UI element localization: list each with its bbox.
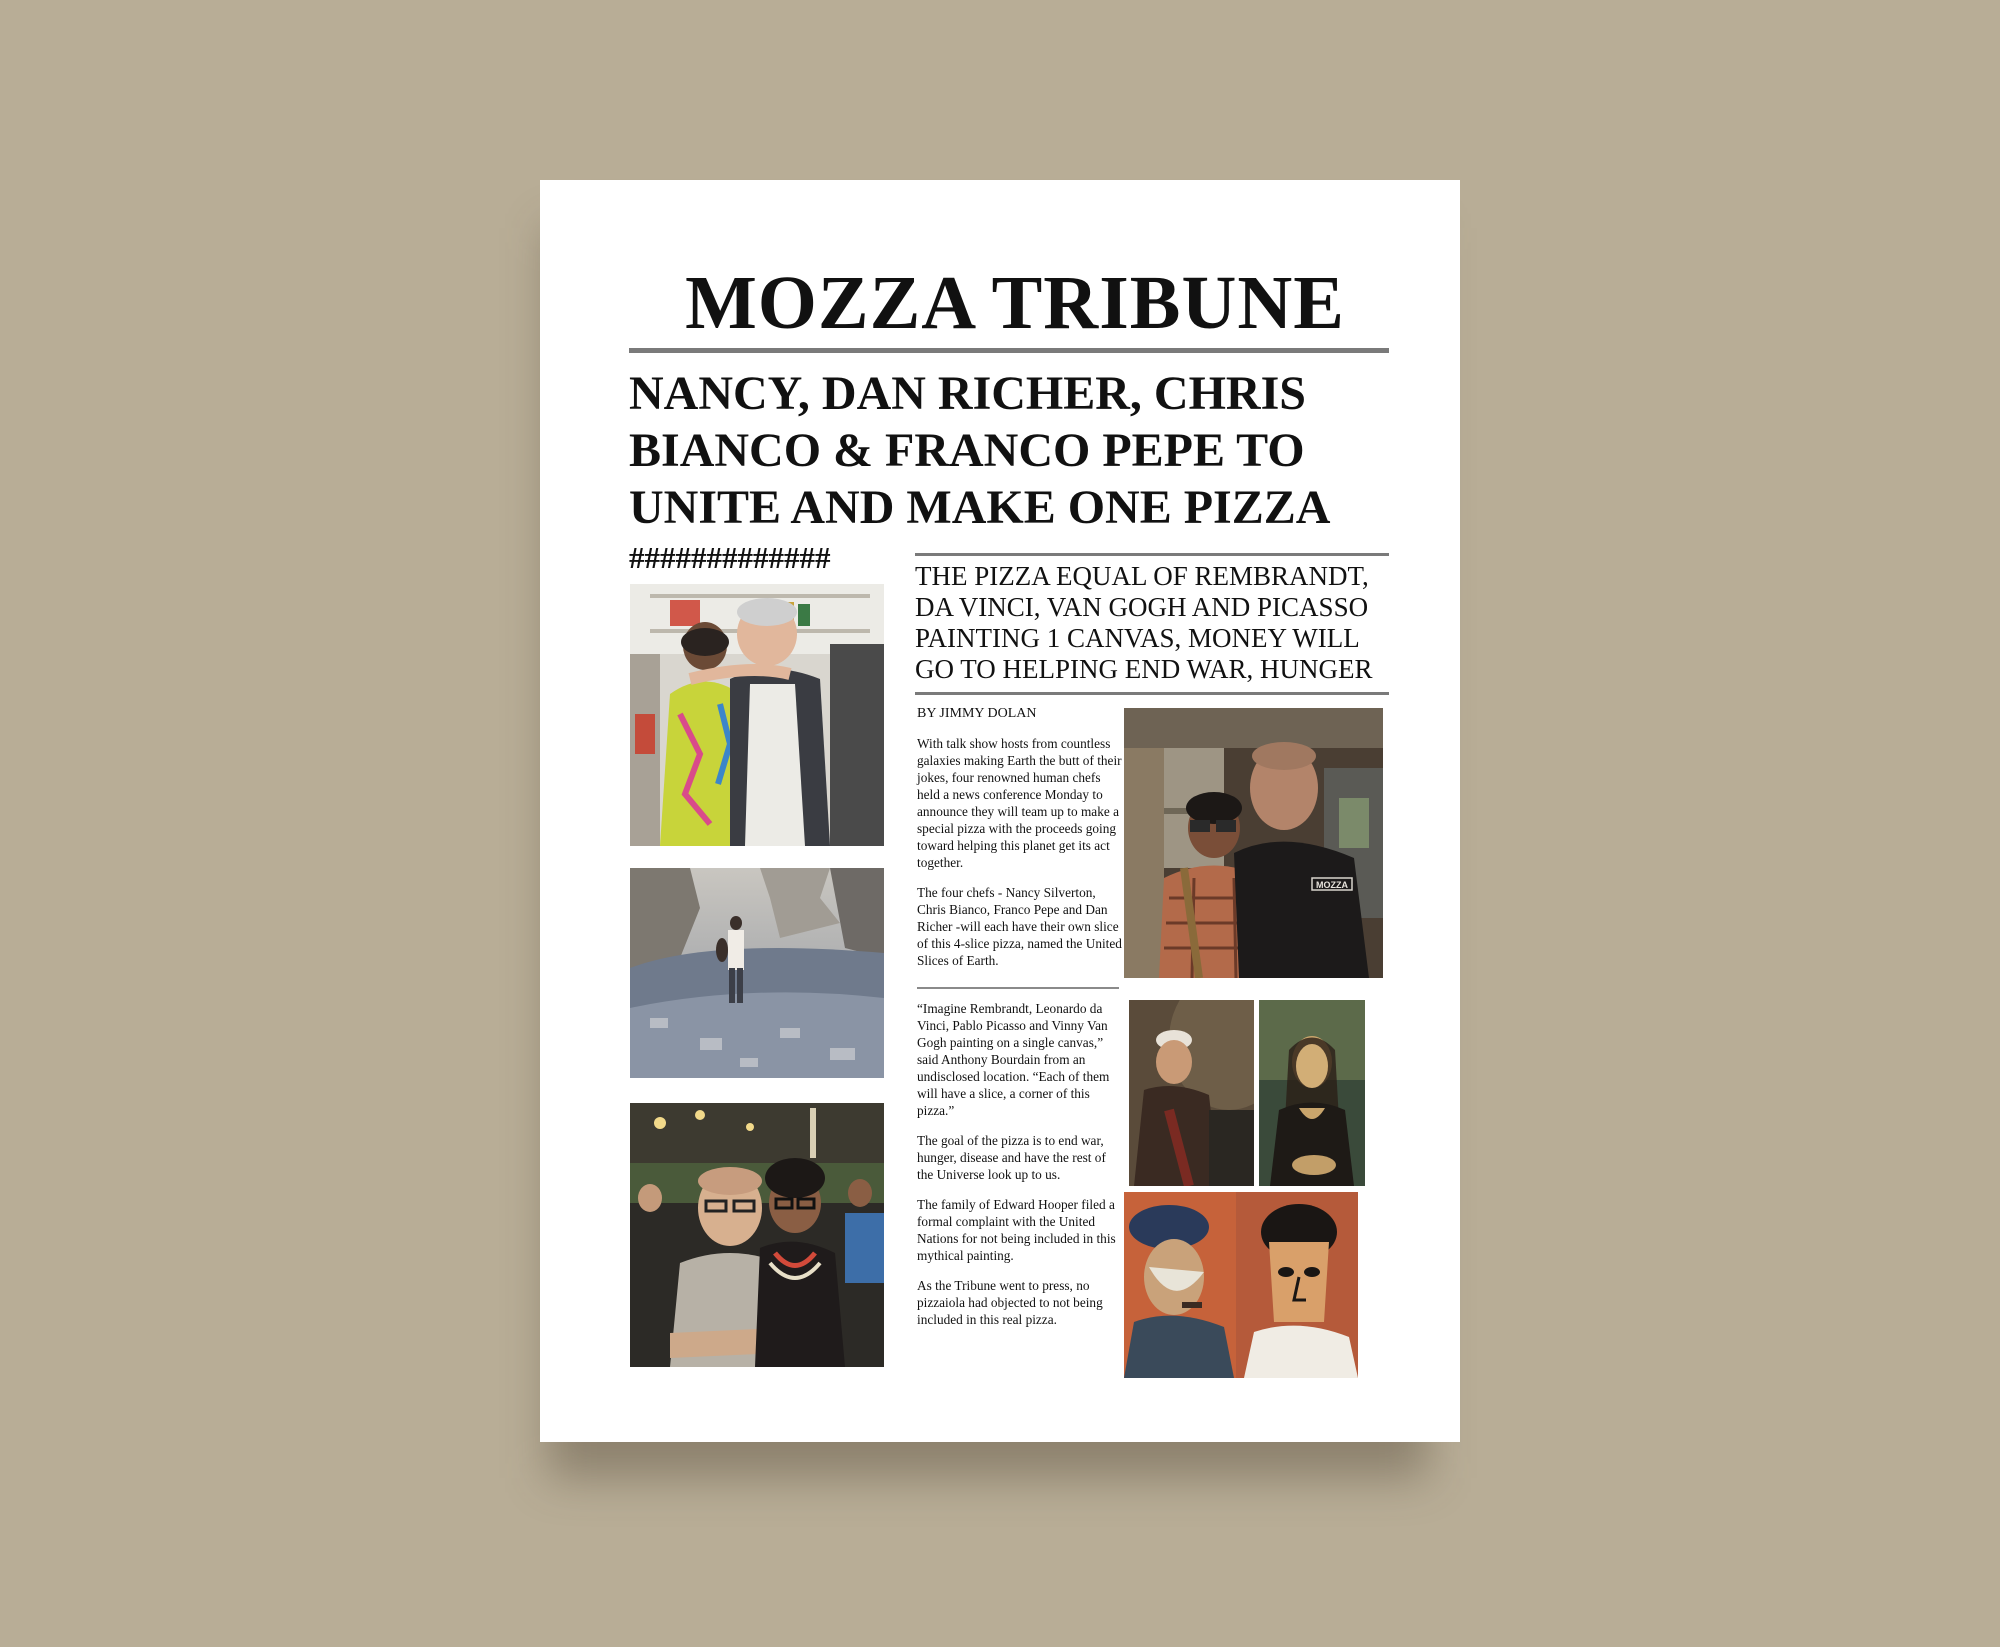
newspaper-page — [540, 180, 1460, 1442]
article-paragraph: The goal of the pizza is to end war, hunger, disease and have the rest of the Universe look up to us. — [917, 1133, 1106, 1182]
photo-chefs-dinner — [630, 1103, 884, 1367]
article-column-2 — [917, 1000, 1122, 1341]
masthead-rule — [629, 348, 1389, 353]
subheadline: THE PIZZA EQUAL OF REMBRANDT, DA VINCI, VAN GOGH AND PICASSO PAINTING 1 CANVAS, MONEY WILL GO TO HELPING END WAR, HUNGER — [915, 561, 1373, 684]
article-paragraph: “Imagine Rembrandt, Leonardo da Vinci, Pablo Picasso and Vinny Van Gogh painting on a single canvas,” said Anthony Bourdain from an undisclosed location. “Each of them will have a slice, a corner of this pizza.” — [917, 1001, 1110, 1118]
article-column-1 — [917, 735, 1122, 982]
article-paragraph: With talk show hosts from countless galaxies making Earth the butt of their jokes, four renowned human chefs held a news conference Monday to announce they will team up to make a special pizza with the proceeds going toward helping this planet get its act together. — [917, 736, 1122, 870]
masthead: MOZZA TRIBUNE — [685, 261, 1345, 345]
article-paragraph: The family of Edward Hooper filed a formal complaint with the United Nations for not being included in this mythical painting. — [917, 1197, 1116, 1263]
article-paragraph: As the Tribune went to press, no pizzaiola had objected to not being included in this real pizza. — [917, 1278, 1103, 1327]
painting-rembrandt — [1129, 1000, 1254, 1186]
photo-chefs-kitchen — [1124, 708, 1383, 978]
article-paragraph: The four chefs - Nancy Silverton, Chris Bianco, Franco Pepe and Dan Richer -will each have their own slice of this 4-slice pizza, named the United Slices of Earth. — [917, 885, 1122, 968]
subhead-rule-top — [915, 553, 1389, 556]
hash-divider: ############# — [629, 540, 831, 575]
painting-mona-lisa — [1259, 1000, 1365, 1186]
photo-war-rubble — [630, 868, 884, 1078]
photo-chefs-hugging — [630, 584, 884, 846]
headline: NANCY, DAN RICHER, CHRIS BIANCO & FRANCO PEPE TO UNITE AND MAKE ONE PIZZA — [629, 367, 1331, 534]
byline: BY JIMMY DOLAN — [917, 706, 1037, 721]
painting-van-gogh-picasso — [1124, 1192, 1358, 1378]
column-rule — [917, 987, 1119, 989]
shirt-logo-text: MOZZA — [1316, 880, 1348, 890]
subhead-rule-bottom — [915, 692, 1389, 695]
